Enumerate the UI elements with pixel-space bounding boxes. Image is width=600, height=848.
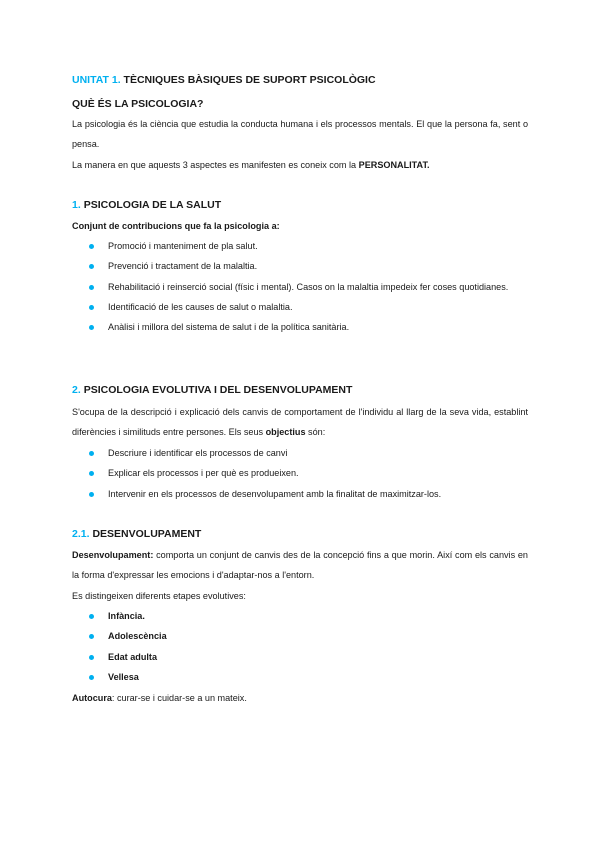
personality-paragraph	[72, 155, 528, 175]
bullet-icon	[89, 244, 94, 249]
development-term: Desenvolupament:	[72, 550, 154, 560]
section-2-number: 2.	[72, 384, 81, 396]
bullet-icon	[89, 492, 94, 497]
objectives-term: objectius	[265, 427, 306, 438]
list-item: Identificació de les causes de salut o malaltia.	[72, 297, 528, 317]
bullet-icon	[89, 264, 94, 269]
list-item: Rehabilitació i reinserció social (físic i mental). Casos on la malaltia impedeix fer coses quotidianes.	[72, 277, 528, 297]
section-2-1-title: DESENVOLUPAMENT	[92, 528, 202, 540]
list-item: Descriure i identificar els processos de canvi	[72, 443, 528, 463]
list-item: Infància.	[72, 606, 528, 626]
autocura-paragraph: Autocura: curar-se i cuidar-se a un mateix.	[72, 693, 247, 703]
section-1-heading	[72, 198, 528, 212]
stages-list	[72, 606, 528, 687]
bullet-icon	[89, 285, 94, 290]
stages-lead: Es distingeixen diferents etapes evolutives:	[72, 591, 246, 601]
intro-heading: QUÈ ÉS LA PSICOLOGIA?	[72, 98, 204, 110]
section-2-heading	[72, 383, 528, 397]
autocura-term: Autocura	[72, 693, 112, 703]
list-item: Edat adulta	[72, 647, 528, 667]
bullet-icon	[89, 451, 94, 456]
personality-text: La manera en que aquests 3 aspectes es manifesten es coneix com la	[72, 160, 359, 170]
bullet-icon	[89, 305, 94, 310]
bullet-icon	[89, 655, 94, 660]
personality-term: PERSONALITAT.	[358, 160, 430, 170]
bullet-icon	[89, 634, 94, 639]
unit-title: TÈCNIQUES BÀSIQUES DE SUPORT PSICOLÒGIC	[123, 74, 376, 86]
section-2-1-heading	[72, 527, 528, 541]
list-item: Vellesa	[72, 667, 528, 687]
bullet-icon	[89, 675, 94, 680]
section-2-title: PSICOLOGIA EVOLUTIVA I DEL DESENVOLUPAMENT	[83, 384, 353, 396]
section-1-title: PSICOLOGIA DE LA SALUT	[83, 199, 222, 211]
list-item: Adolescència	[72, 626, 528, 646]
list-item: Promoció i manteniment de pla salut.	[72, 236, 528, 256]
section-2-paragraph: S'ocupa de la descripció i explicació dels canvis de comportament de l'individu al llarg de la seva vida, establint diferències i similituds entre persones. Els seus objectius són:	[72, 407, 528, 438]
intro-paragraph: La psicologia és la ciència que estudia la conducta humana i els processos mentals. El que la persona fa, sent o pensa.	[72, 119, 528, 150]
section-1-list	[72, 236, 528, 337]
section-1-lead: Conjunt de contribucions que fa la psicologia a:	[72, 221, 280, 231]
section-1-number: 1.	[72, 199, 81, 211]
list-item: Explicar els processos i per què es produeixen.	[72, 463, 528, 483]
list-item: Prevenció i tractament de la malaltia.	[72, 256, 528, 276]
section-2-list	[72, 443, 528, 504]
unit-number: UNITAT 1.	[72, 74, 121, 86]
development-definition: Desenvolupament: comporta un conjunt de canvis des de la concepció fins a que morin. Així com els canvis en la forma d'expressar les emocions i d'adaptar-nos a l'entorn.	[72, 550, 528, 581]
bullet-icon	[89, 325, 94, 330]
list-item: Anàlisi i millora del sistema de salut i de la política sanitària.	[72, 317, 528, 337]
list-item: Intervenir en els processos de desenvolupament amb la finalitat de maximitzar-los.	[72, 484, 528, 504]
unit-heading	[72, 73, 528, 87]
bullet-icon	[89, 471, 94, 476]
section-2-1-number: 2.1.	[72, 528, 90, 540]
bullet-icon	[89, 614, 94, 619]
